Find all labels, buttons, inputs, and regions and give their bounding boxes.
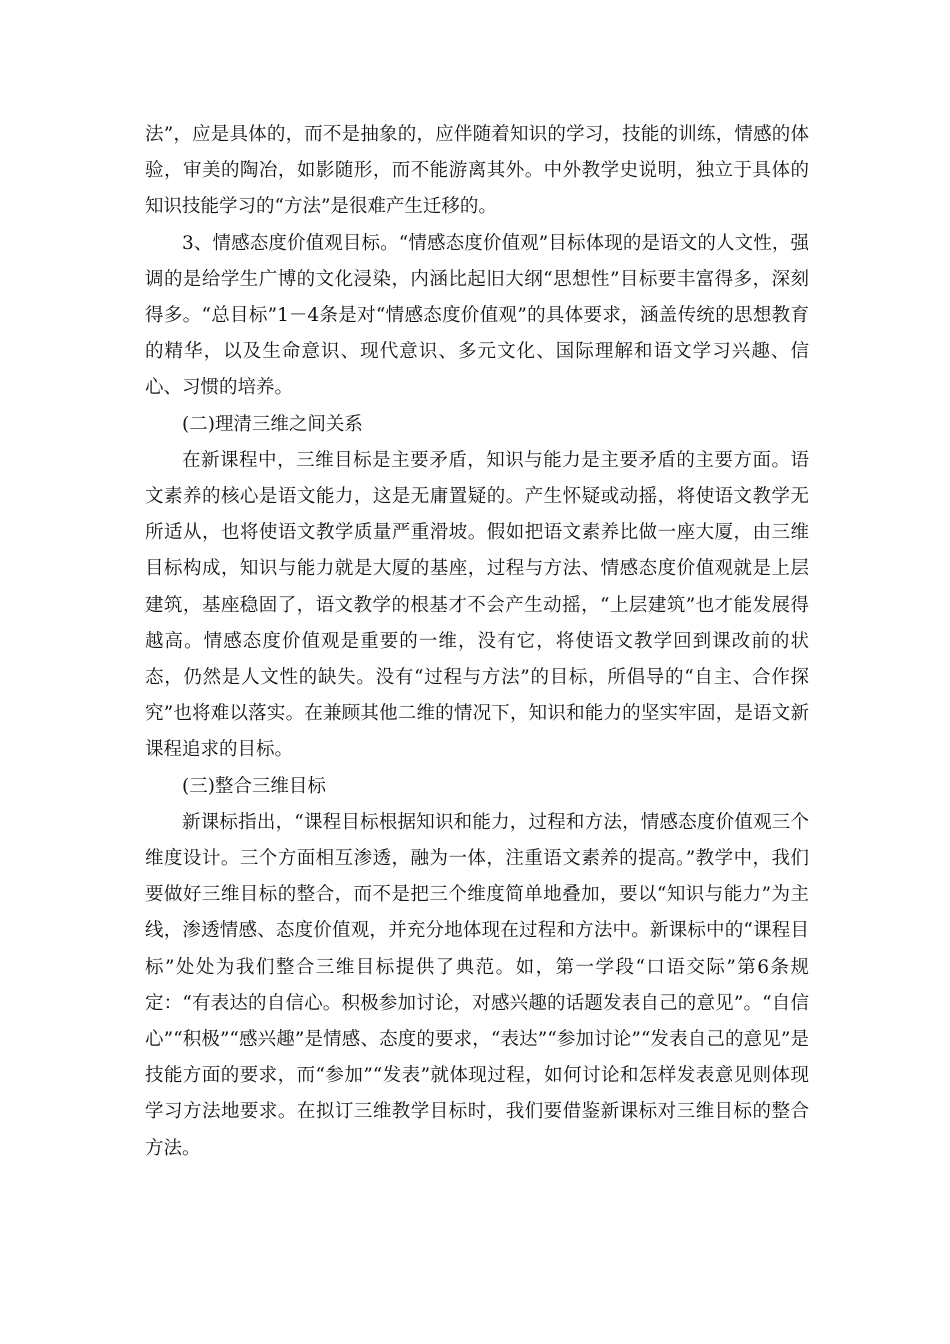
section-heading-relationship: (二)理清三维之间关系 <box>182 413 363 435</box>
paragraph-emotion-attitude-values: 3、情感态度价值观目标。“情感态度价值观”目标体现的是语文的人文性，强调的是给学生广博的文化浸染，内涵比起旧大纲“思想性”目标要丰富得多，深刻得多。“总目标”1－4条是对“情感态度价值观”的具体要求，涵盖传统的思想教育的精华，以及生命意识、现代意识、多元文化、国际理解和语文学习兴趣、信心、习惯的培养。 <box>145 232 809 399</box>
document-page <box>145 117 809 1167</box>
paragraph-relationship: 在新课程中，三维目标是主要矛盾，知识与能力是主要矛盾的主要方面。语文素养的核心是语文能力，这是无庸置疑的。产生怀疑或动摇，将使语文教学无所适从，也将使语文教学质量严重滑坡。假如把语文素养比做一座大厦，由三维目标构成，知识与能力就是大厦的基座，过程与方法、情感态度价值观就是上层建筑，基座稳固了，语文教学的根基才不会产生动摇，“上层建筑”也才能发展得越高。情感态度价值观是重要的一维，没有它，将使语文教学回到课改前的状态，仍然是人文性的缺失。没有“过程与方法”的目标，所倡导的“自主、合作探究”也将难以落实。在兼顾其他二维的情况下，知识和能力的坚实牢固，是语文新课程追求的目标。 <box>145 449 809 761</box>
paragraph-integration: 新课标指出，“课程目标根据知识和能力，过程和方法，情感态度价值观三个维度设计。三个方面相互渗透，融为一体，注重语文素养的提高。”教学中，我们要做好三维目标的整合，而不是把三个维度简单地叠加，要以“知识与能力”为主线，渗透情感、态度价值观，并充分地体现在过程和方法中。新课标中的“课程目标”处处为我们整合三维目标提供了典范。如，第一学段“口语交际”第6条规定：“有表达的自信心。积极参加讨论，对感兴趣的话题发表自己的意见”。“自信心”“积极”“感兴趣”是情感、态度的要求，“表达”“参加讨论”“发表自己的意见”是技能方面的要求，而“参加”“发表”就体现过程，如何讨论和怎样发表意见则体现学习方法地要求。在拟订三维教学目标时，我们要借鉴新课标对三维目标的整合方法。 <box>145 811 809 1159</box>
section-heading-integration: (三)整合三维目标 <box>182 775 326 797</box>
paragraph-method-continuation: 法”，应是具体的，而不是抽象的，应伴随着知识的学习，技能的训练，情感的体验，审美的陶冶，如影随形，而不能游离其外。中外教学史说明，独立于具体的知识技能学习的“方法”是很难产生迁移的。 <box>145 124 809 218</box>
